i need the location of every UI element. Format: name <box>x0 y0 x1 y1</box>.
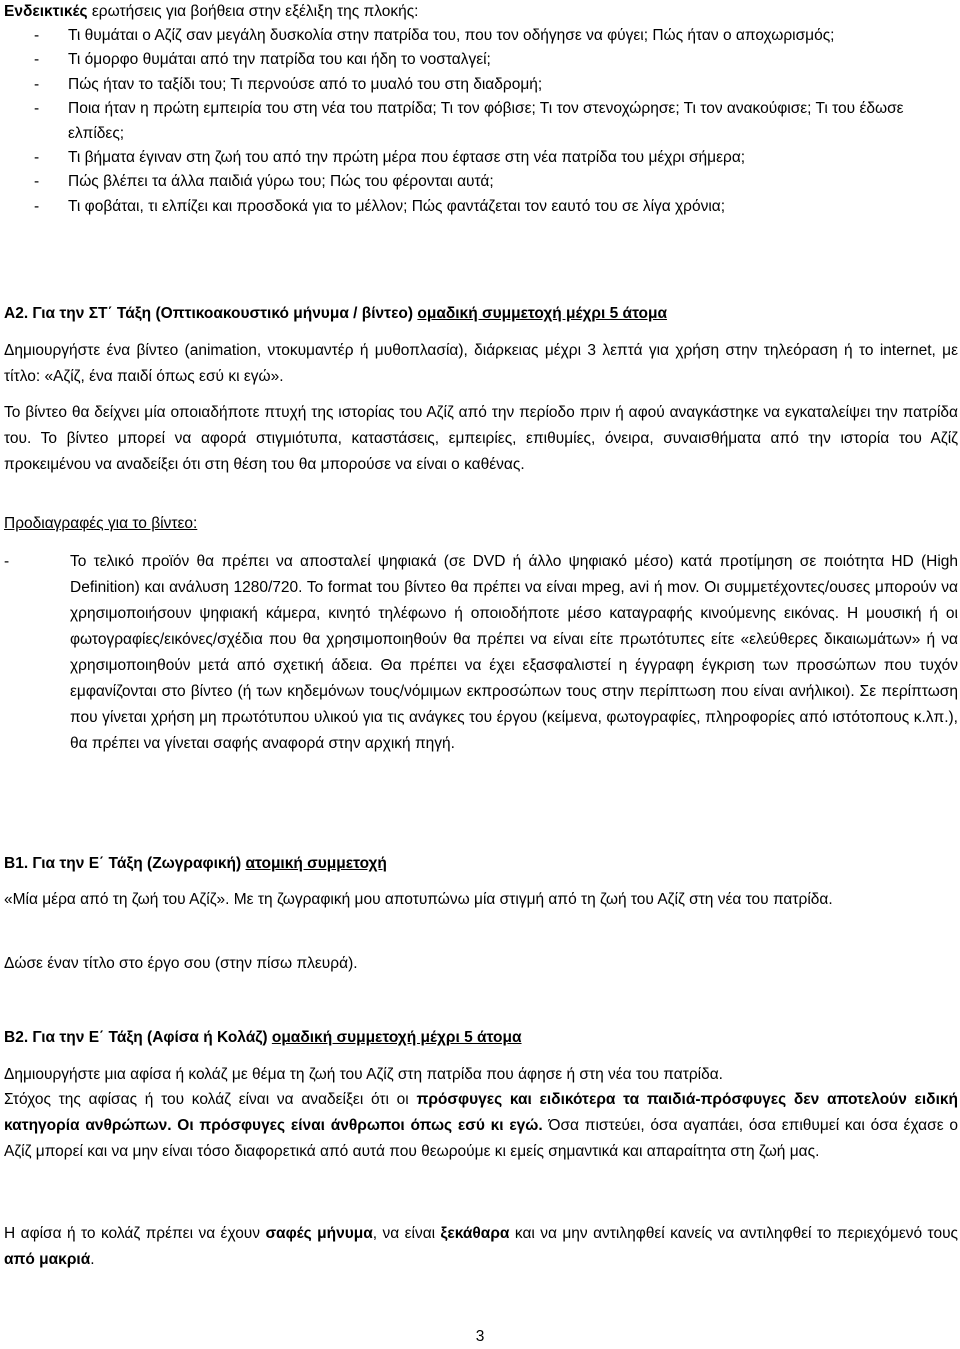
b2-p2-part-c: Όσα πιστεύει, όσα αγαπάει, όσα επιθυμεί και όσα έχασε ο Αζίζ μπορεί και να μην είναι τόσο διαφορετικά από αυτά που θεωρούμε κι εμείς σημαντικά και απαραίτητα στη ζωή μας. <box>4 1117 958 1160</box>
list-dash: - <box>4 553 10 570</box>
list-dash: - <box>34 27 40 44</box>
question-text: Τι όμορφο θυμάται από την πατρίδα του και ήδη το νοσταλγεί; <box>68 51 491 69</box>
section-b1-heading <box>4 851 387 877</box>
list-dash: - <box>34 51 40 69</box>
section-b2-heading-text: Β2. Για την Ε΄ Τάξη (Αφίσα ή Κολάζ) <box>4 1029 272 1046</box>
section-b1-participation: ατομική συμμετοχή <box>245 855 387 872</box>
list-dash: - <box>34 75 40 93</box>
spec-list <box>4 549 958 757</box>
question-text: Τι φοβάται, τι ελπίζει και προσδοκά για το μέλλον; Πώς φαντάζεται τον εαυτό του σε λίγα χρόνια; <box>68 197 726 215</box>
list-item <box>4 195 954 219</box>
section-b1-heading-text: Β1. Για την Ε΄ Τάξη (Ζωγραφική) <box>4 855 246 872</box>
list-item <box>4 549 958 757</box>
page-number: 3 <box>475 1328 485 1345</box>
section-b2-paragraph-2 <box>4 1087 958 1165</box>
list-item <box>4 73 954 97</box>
b2-p2-bold: πρόσφυγες και ειδικότερα τα παιδιά-πρόσφυγες δεν αποτελούν ειδική κατηγορία ανθρώπων. Οι πρόσφυγες είναι άνθρωποι όπως εσύ κι εγώ. <box>4 1091 958 1134</box>
b2-p3-bold-clear: ξεκάθαρα <box>440 1225 510 1242</box>
list-item <box>4 146 954 170</box>
section-b2-paragraph-3 <box>4 1221 958 1273</box>
section-a2-paragraph-1: Δημιουργήστε ένα βίντεο (animation, ντοκυμαντέρ ή μυθοπλασία), διάρκειας μέχρι 3 λεπτά για χρήση στην τηλεόραση ή το internet, με τίτλο: «Αζίζ, ένα παιδί όπως εσύ κι εγώ». <box>4 342 958 385</box>
spec-label: Προδιαγραφές για το βίντεο: <box>4 515 198 532</box>
list-dash: - <box>34 100 40 118</box>
section-b1-paragraph-1: «Μία μέρα από τη ζωή του Αζίζ». Με τη ζωγραφική μου αποτυπώνω μία στιγμή από τη ζωή του Αζίζ στη νέα του πατρίδα. <box>4 891 833 908</box>
list-dash: - <box>34 149 40 167</box>
list-dash: - <box>34 173 40 191</box>
section-b1-paragraph-2: Δώσε έναν τίτλο στο έργο σου (στην πίσω πλευρά). <box>4 955 358 972</box>
section-a2-participation: ομαδική συμμετοχή μέχρι 5 άτομα <box>417 305 668 322</box>
list-item <box>4 24 954 48</box>
b2-p3-bold-message: σαφές μήνυμα <box>265 1225 373 1242</box>
intro-bold-label: Ενδεικτικές <box>4 3 88 20</box>
b2-p3-part-e: και να μην αντιληφθεί κανείς να αντιληφθεί το περιεχόμενό τους <box>509 1225 959 1242</box>
question-text: Πώς βλέπει τα άλλα παιδιά γύρω του; Πώς του φέρονται αυτά; <box>68 173 494 191</box>
question-text: Πώς ήταν το ταξίδι του; Τι περνούσε από το μυαλό του στη διαδρομή; <box>68 75 543 93</box>
b2-p3-bold-distance: από μακριά <box>4 1251 91 1268</box>
section-b2-participation: ομαδική συμμετοχή μέχρι 5 άτομα <box>271 1029 522 1046</box>
intro-text: ερωτήσεις για βοήθεια στην εξέλιξη της πλοκής: <box>87 3 419 20</box>
question-text: Ποια ήταν η πρώτη εμπειρία του στη νέα του πατρίδα; Τι τον φόβισε; Τι τον στενοχώρησε; Τι τον ανακούφισε; Τι του έδωσε ελπίδες; <box>68 100 904 142</box>
list-item <box>4 97 954 146</box>
list-item <box>4 48 954 72</box>
b2-p3-part-c: , να είναι <box>372 1225 441 1242</box>
b2-p2-part-a: Στόχος της αφίσας ή του κολάζ είναι να αναδείξει ότι οι <box>4 1091 417 1108</box>
question-text: Τι βήματα έγιναν στη ζωή του από την πρώτη μέρα που έφτασε στη νέα πατρίδα του μέχρι σήμερα; <box>68 149 746 167</box>
intro-line <box>4 0 419 24</box>
list-item <box>4 170 954 194</box>
section-a2-paragraph-2: Το βίντεο θα δείχνει μία οποιαδήποτε πτυχή της ιστορίας του Αζίζ από την περίοδο πριν ή αφού αναγκάστηκε να εγκαταλείψει την πατρίδα του. Το βίντεο μπορεί να αφορά στιγμιότυπα, καταστάσεις, εμπειρίες, επιθυμίες, όνειρα, συναισθήματα από την ιστορία του Αζίζ προκειμένου να αναδείξει ότι στη θέση του θα μπορούσε να είναι ο καθένας. <box>4 404 958 473</box>
list-dash: - <box>34 197 40 215</box>
section-b2-heading <box>4 1025 522 1051</box>
question-text: Τι θυμάται ο Αζίζ σαν μεγάλη δυσκολία στην πατρίδα του, που τον οδήγησε να φύγει; Πώς ήταν ο αποχωρισμός; <box>68 27 835 44</box>
section-a2-heading-text: Α2. Για την ΣΤ΄ Τάξη (Οπτικοακουστικό μήνυμα / βίντεο) <box>4 305 418 322</box>
spec-text: Το τελικό προϊόν θα πρέπει να αποσταλεί ψηφιακά (σε DVD ή άλλο ψηφιακό μέσο) κατά προτίμηση σε ποιότητα HD (High Definition) και ανάλυση 1280/720. Το format του βίντεο θα πρέπει να είναι mpeg, avi ή mov. Οι συμμετέχοντες/ουσες μπορούν να χρησιμοποιήσουν ψηφιακή κάμερα, κινητό τηλέφωνο ή οποιοδήποτε μέσο καταγραφής κινούμενης εικόνας. Η μουσική ή οι φωτογραφίες/εικόνες/σχέδια που θα χρησιμοποιηθούν θα πρέπει να είναι είτε πρωτότυπες είτε «ελεύθερες δικαιωμάτων» ή να χρησιμοποιηθούν μετά από σχετική άδεια. Θα πρέπει να έχει εξασφαλιστεί η έγγραφη έγκριση των προσώπων που τυχόν εμφανίζονται στο βίντεο (ή των κηδεμόνων τους/νόμιμων εκπροσώπων τους στην περίπτωση που είναι ανήλικοι). Σε περίπτωση που γίνεται χρήση μη πρωτότυπου υλικού για τις ανάγκες του έργου (κείμενα, φωτογραφίες, πληροφορίες από ιστότοπους κ.λπ.), θα πρέπει να γίνεται σαφής αναφορά στην αρχική πηγή. <box>70 553 958 752</box>
questions-list <box>4 24 954 219</box>
section-b2-paragraph-1: Δημιουργήστε μια αφίσα ή κολάζ με θέμα τη ζωή του Αζίζ στη πατρίδα που άφησε ή στη νέα του πατρίδα. <box>4 1066 723 1083</box>
section-a2-heading <box>4 301 667 327</box>
b2-p3-part-a: Η αφίσα ή το κολάζ πρέπει να έχουν <box>4 1225 266 1242</box>
b2-p3-part-g: . <box>90 1251 95 1268</box>
